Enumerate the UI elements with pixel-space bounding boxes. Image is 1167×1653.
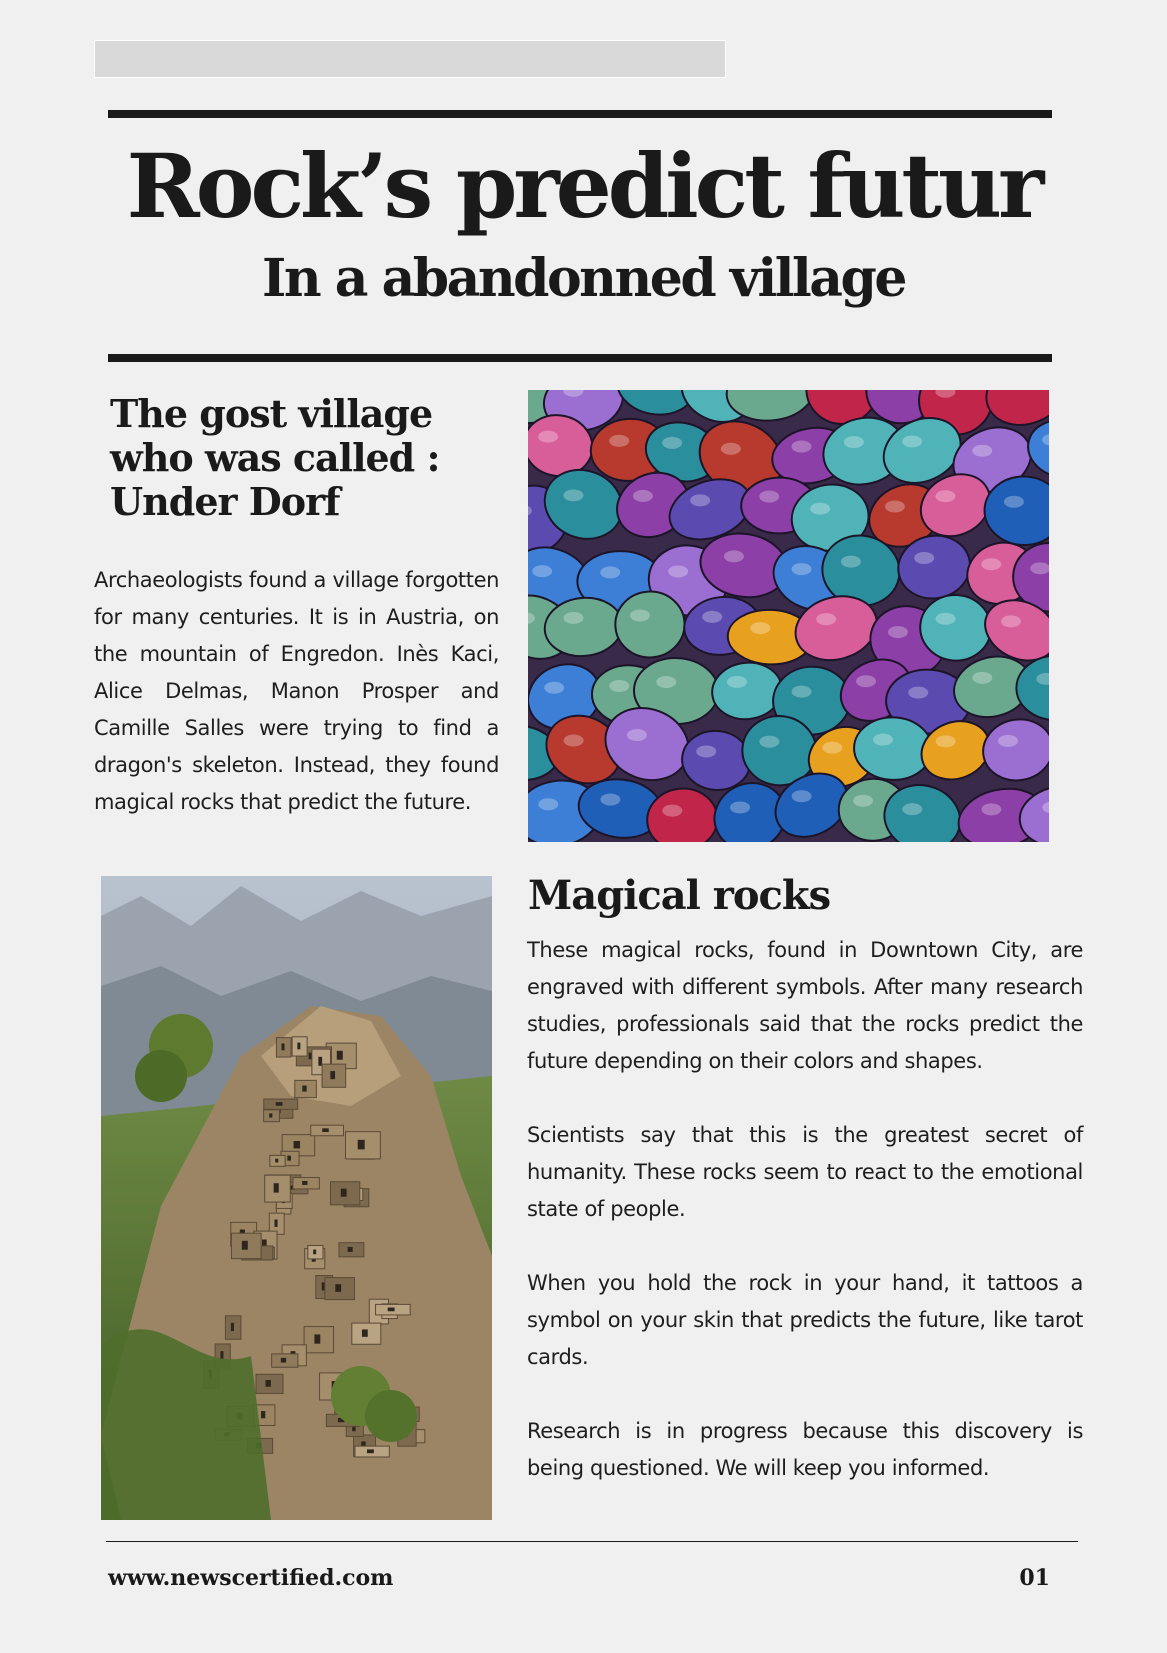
rock-highlight (841, 556, 861, 568)
ruined-window (314, 1334, 320, 1343)
rock-highlight (935, 490, 955, 502)
rock-highlight (1001, 615, 1021, 627)
rock-highlight (936, 613, 956, 625)
section-magical-rocks-body (527, 932, 1083, 1524)
rock-highlight (690, 494, 710, 506)
rock-highlight (750, 622, 770, 634)
rock-highlight (724, 550, 744, 562)
rock-highlight (730, 801, 750, 813)
paragraph: Scientists say that this is the greatest secret of humanity. These rocks seem to react to the emotional state of people. (527, 1123, 1083, 1221)
ruined-window (322, 1128, 329, 1132)
rock-highlight (822, 742, 842, 754)
rock-highlight (816, 613, 836, 625)
rock-highlight (702, 611, 722, 623)
colorful-rocks-photo (528, 390, 1049, 842)
rock-highlight (609, 680, 629, 692)
rock-highlight (600, 794, 620, 806)
rock-highlight (856, 675, 876, 687)
rock-highlight (630, 609, 650, 621)
rock-highlight (600, 566, 620, 578)
ruined-window (231, 1323, 234, 1331)
rock-highlight (696, 745, 716, 757)
title-line: The gost village (110, 391, 433, 436)
ruined-window (318, 1057, 322, 1066)
ruined-window (261, 1411, 265, 1418)
rock-highlight (792, 563, 812, 575)
rock-highlight (627, 729, 647, 741)
page-subtitle: In a abandonned village (262, 248, 905, 309)
rock-highlight (759, 491, 779, 503)
ruined-window (313, 1250, 316, 1255)
rock-highlight (564, 734, 584, 746)
page-title: Rock’s predict futur (126, 134, 1041, 238)
ruined-window (341, 1189, 347, 1197)
rock-highlight (998, 735, 1018, 747)
ruined-window (335, 1284, 341, 1292)
rock-highlight (792, 686, 812, 698)
rock-highlight (662, 437, 682, 449)
top-rule (108, 110, 1052, 118)
section-ghost-village-body: Archaeologists found a village forgotten for many centuries. It is in Austria, on the mountain of Engredon. Inès Kaci, Alice Delmas, Manon Prosper and Camille Salles were trying to find a dragon's skeleton. Instead, they found magical rocks that predict the future. (94, 568, 499, 814)
rock-highlight (972, 445, 992, 457)
rock-highlight (844, 436, 864, 448)
rock-highlight (609, 435, 629, 447)
ruined-window (337, 1051, 343, 1060)
ruined-window (282, 1043, 285, 1050)
ruined-window (265, 1380, 270, 1387)
rock-highlight (538, 798, 558, 810)
ruined-window (275, 1220, 278, 1227)
header-placeholder-box (94, 40, 726, 78)
ruined-window (287, 1156, 291, 1161)
footer-website-link[interactable]: www.newscertified.com (108, 1565, 394, 1591)
rock-highlight (1004, 496, 1024, 508)
rock-highlight (981, 803, 1001, 815)
rock-highlight (902, 803, 922, 815)
rock-highlight (564, 612, 584, 624)
title-line: who was called : (110, 435, 440, 480)
section-ghost-village-title (110, 392, 470, 524)
rock-highlight (633, 490, 653, 502)
rock-highlight (936, 735, 956, 747)
ruined-window (367, 1449, 374, 1453)
abandoned-village-photo (101, 876, 492, 1520)
ruined-window (362, 1329, 368, 1336)
ruined-window (358, 1140, 365, 1150)
rock-highlight (810, 503, 830, 515)
rock-highlight (792, 790, 812, 802)
rock-highlight (885, 501, 905, 513)
rock-highlight (668, 565, 688, 577)
rock-highlight (791, 441, 811, 453)
ruined-window (275, 1159, 278, 1163)
ruined-window (242, 1241, 248, 1250)
header-bottom-rule (108, 354, 1052, 362)
rock-highlight (902, 435, 922, 447)
paragraph: These magical rocks, found in Downtown City, are engraved with different symbols. After many research studies, professionals said that the rocks predict the future depending on their colors and shapes. (527, 938, 1083, 1073)
rock-highlight (532, 565, 552, 577)
ruined-window (297, 1043, 300, 1050)
rock-highlight (538, 431, 558, 443)
ruined-window (220, 1351, 223, 1359)
paragraph: When you hold the rock in your hand, it tattoos a symbol on your skin that predicts the future, like tarot cards. (527, 1271, 1083, 1369)
title-line: Under Dorf (110, 479, 340, 524)
rock-highlight (563, 489, 583, 501)
rock-highlight (914, 552, 934, 564)
ruined-window (330, 1071, 335, 1079)
rock-highlight (972, 672, 992, 684)
ruined-window (388, 1308, 395, 1312)
rock-highlight (873, 734, 893, 746)
rock-highlight (656, 676, 676, 688)
ruined-window (294, 1141, 300, 1148)
ruined-window (281, 1358, 286, 1363)
rock-highlight (888, 626, 908, 638)
rock-highlight (759, 736, 779, 748)
rock-highlight (908, 687, 928, 699)
ruined-window (302, 1086, 306, 1092)
footer-rule (106, 1541, 1078, 1542)
rock-highlight (853, 795, 873, 807)
rock-highlight (727, 676, 747, 688)
section-magical-rocks-title: Magical rocks (528, 872, 831, 919)
rock-highlight (544, 682, 564, 694)
ruined-window (348, 1247, 353, 1252)
ruined-window (269, 1113, 272, 1117)
rock-highlight (981, 558, 1001, 570)
ruined-window (276, 1102, 283, 1106)
paragraph: Research is in progress because this discovery is being questioned. We will keep you informed. (527, 1419, 1083, 1480)
ruined-window (302, 1181, 307, 1185)
rock-highlight (721, 443, 741, 455)
page-number: 01 (1019, 1565, 1050, 1591)
rock-highlight (662, 805, 682, 817)
ruined-window (274, 1183, 279, 1192)
